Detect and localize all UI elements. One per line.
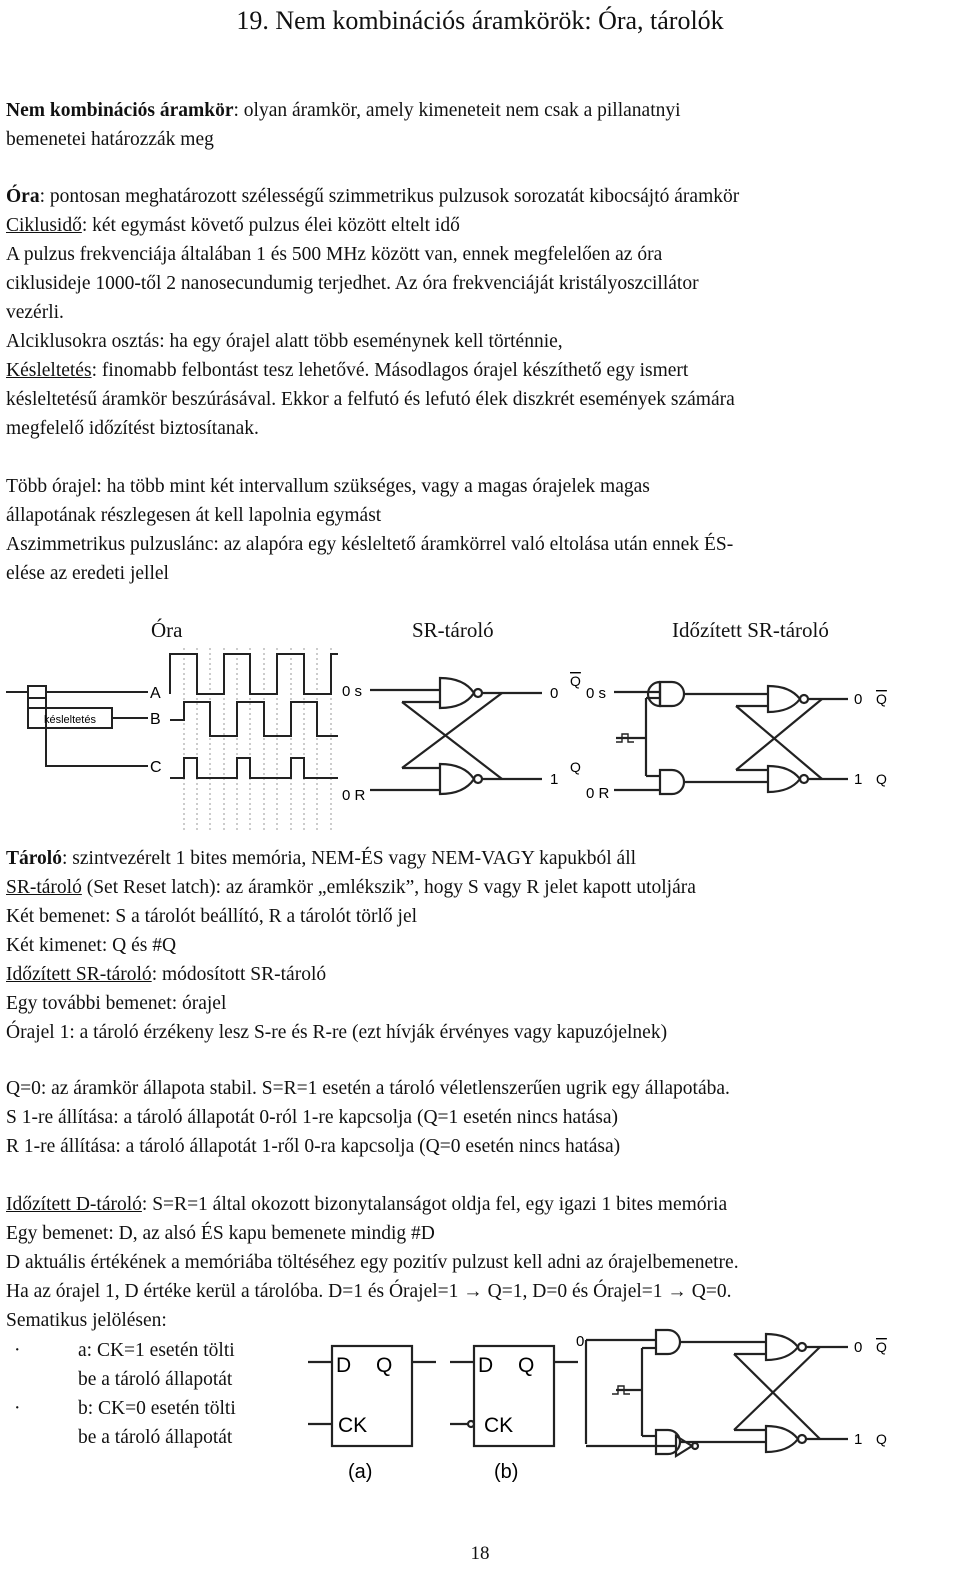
multi-line-1: Több órajel: ha több mint két intervallum szükséges, vagy a magas órajelek magas	[6, 476, 650, 497]
latch-line-2: (Set Reset latch): az áramkör „emlékszik”, hogy S vagy R jelet kapott utoljára	[81, 877, 696, 898]
sr-q-label: Q	[570, 759, 581, 775]
sr-output-bottom-value: 1	[550, 771, 559, 788]
term-sr-tarolo: SR-tároló	[6, 877, 82, 898]
symbol-a-caption: (a)	[348, 1461, 373, 1483]
timed-q-label: Q	[876, 771, 887, 787]
latch-line-5: : módosított SR-tároló	[151, 964, 327, 985]
symbol-b-ck: CK	[484, 1414, 514, 1437]
clock-line-6: Alciklusokra osztás: ha egy órajel alatt több eseménynek kell történnie,	[6, 331, 563, 352]
bullet-dot: ·	[14, 1340, 21, 1361]
caption-ora: Óra	[151, 618, 183, 642]
timed-nor-bottom	[768, 766, 800, 792]
list-item	[6, 1394, 296, 1452]
d-output-top-value: 0	[854, 1339, 863, 1356]
clock-line-9: megfelelő időzítést biztosítanak.	[6, 418, 259, 439]
clock-delay-diagram	[6, 646, 342, 830]
latch-line-7: Órajel 1: a tároló érzékeny lesz S-re és R-re (ezt hívják érvényes vagy kapuzójelnek)	[6, 1022, 668, 1043]
term-idozitett-sr: Időzített SR-tároló	[6, 964, 152, 985]
clock-line-5: vezérli.	[6, 302, 64, 323]
nor-gate-top	[440, 678, 474, 708]
latch-line-1: : szintvezérelt 1 bites memória, NEM-ÉS vagy NEM-VAGY kapukból áll	[61, 848, 637, 869]
term-ciklusido: Ciklusidő	[6, 215, 82, 236]
dlatch-line-4: Ha az órajel 1, D értéke kerül a tárolóba. D=1 és Órajel=1 → Q=1, D=0 és Órajel=1 → Q=0.	[6, 1281, 732, 1302]
clock-line-8: késleltetésű áramkör beszúrásával. Ekkor a felfutó és lefutó élek diszkrét események számára	[6, 389, 735, 410]
bullet-a-line-2: be a tároló állapotát	[78, 1369, 233, 1390]
clock-line-1: : pontosan meghatározott szélességű szimmetrikus pulzusok sorozatát kibocsájtó áramkör	[39, 186, 740, 207]
bullet-b-line-1: b: CK=0 esetén tölti	[78, 1398, 236, 1419]
bullet-b-line-2: be a tároló állapotát	[78, 1427, 233, 1448]
dlatch-line-2: Egy bemenet: D, az alsó ÉS kapu bemenete mindig #D	[6, 1223, 435, 1244]
caption-timed-sr: Időzített SR-tároló	[672, 618, 829, 642]
term-nem-kombinacios: Nem kombinációs áramkör	[6, 100, 234, 121]
sr-output-top-value: 0	[550, 685, 559, 702]
symbol-b-q: Q	[518, 1354, 535, 1377]
clock-line-3: A pulzus frekvenciája általában 1 és 500 MHz között van, ennek megfelelően az óra	[6, 244, 663, 265]
intro-paragraph	[6, 96, 952, 154]
symbol-a-q: Q	[376, 1354, 393, 1377]
d-nor-top	[766, 1334, 798, 1360]
term-tarolo: Tároló	[6, 848, 62, 869]
multi-line-2: állapotának részlegesen át kell lapolnia egymást	[6, 505, 382, 526]
timed-input-s: 0 s	[586, 685, 607, 702]
state-paragraph	[6, 1074, 952, 1161]
latch-paragraph	[6, 844, 952, 1047]
state-line-1: Q=0: az áramkör állapota stabil. S=R=1 esetén a tároló véletlenszerűen ugrik egy állapotába.	[6, 1078, 730, 1099]
multi-clock-paragraph	[6, 472, 952, 588]
and-gate-bottom	[660, 770, 684, 794]
term-kesleltetes: Késleltetés	[6, 360, 92, 381]
list-item	[6, 1336, 296, 1394]
latch-line-3: Két bemenet: S a tárolót beállító, R a tárolót törlő jel	[6, 906, 418, 927]
d-input-value: 0	[576, 1333, 585, 1350]
waveform-b	[170, 702, 338, 736]
and-gate-top	[660, 682, 684, 706]
clock-paragraph	[6, 182, 952, 443]
clock-line-2: : két egymást követő pulzus élei között eltelt idő	[81, 215, 460, 236]
d-output-bottom-value: 1	[854, 1431, 863, 1448]
signal-a-label: A	[150, 685, 161, 702]
symbol-a-d: D	[336, 1354, 352, 1377]
multi-line-4: elése az eredeti jellel	[6, 563, 169, 584]
latch-line-4: Két kimenet: Q és #Q	[6, 935, 177, 956]
delay-label: késleltetés	[44, 714, 96, 726]
sr-qbar-label: Q	[570, 673, 581, 689]
dlatch-line-3: D aktuális értékének a memóriába töltéséhez egy pozitív pulzust kell adni az órajelbemenetre.	[6, 1252, 739, 1273]
schematic-bullet-list	[6, 1336, 296, 1452]
bullet-a-line-1: a: CK=1 esetén tölti	[78, 1340, 235, 1361]
intro-text-1: : olyan áramkör, amely kimeneteit nem csak a pillanatnyi	[233, 100, 681, 121]
sr-latch-diagram	[342, 672, 582, 818]
intro-text-2: bemenetei határozzák meg	[6, 129, 214, 150]
timed-output-bottom-value: 1	[854, 771, 863, 788]
timed-sr-latch-diagram	[586, 678, 952, 820]
timed-nor-top	[768, 686, 800, 712]
signal-b-label: B	[150, 711, 161, 728]
dlatch-paragraph	[6, 1190, 952, 1335]
d-latch-symbols	[308, 1340, 578, 1486]
bullet-dot: ·	[14, 1398, 21, 1419]
sr-input-r: 0 R	[342, 787, 366, 804]
dlatch-line-5: Sematikus jelölésen:	[6, 1310, 167, 1331]
sr-input-s: 0 s	[342, 683, 363, 700]
multi-line-3: Aszimmetrikus pulzuslánc: az alapóra egy késleltető áramkörrel való eltolása után ennek ÉS-	[6, 534, 734, 555]
term-ora: Óra	[6, 186, 40, 207]
d-and-gate-top	[656, 1330, 680, 1354]
d-q-label: Q	[876, 1431, 887, 1447]
symbol-b-caption: (b)	[494, 1461, 519, 1483]
nor-gate-bottom	[440, 764, 474, 794]
timed-qbar-label: Q	[876, 691, 887, 707]
d-latch-gate-diagram	[576, 1326, 952, 1476]
dlatch-line-1: : S=R=1 által okozott bizonytalanságot oldja fel, egy igazi 1 bites memória	[141, 1194, 728, 1215]
signal-c-label: C	[150, 759, 162, 776]
timed-input-r: 0 R	[586, 785, 610, 802]
latch-line-6: Egy további bemenet: órajel	[6, 993, 227, 1014]
d-nor-bottom	[766, 1426, 798, 1452]
timed-output-top-value: 0	[854, 691, 863, 708]
waveform-c	[170, 758, 338, 778]
waveform-a	[170, 654, 338, 694]
clock-line-7: : finomabb felbontást tesz lehetővé. Másodlagos órajel készíthető egy ismert	[91, 360, 689, 381]
symbol-b-d: D	[478, 1354, 494, 1377]
page-title: 19. Nem kombinációs áramkörök: Óra, tárolók	[236, 6, 724, 35]
page-number: 18	[470, 1543, 490, 1564]
state-line-3: R 1-re állítása: a tároló állapotát 1-ről 0-ra kapcsolja (Q=0 esetén nincs hatása)	[6, 1136, 621, 1157]
d-qbar-label: Q	[876, 1339, 887, 1355]
symbol-a-ck: CK	[338, 1414, 368, 1437]
state-line-2: S 1-re állítása: a tároló állapotát 0-ról 1-re kapcsolja (Q=1 esetén nincs hatása)	[6, 1107, 619, 1128]
term-idozitett-d: Időzített D-tároló	[6, 1194, 142, 1215]
caption-sr: SR-tároló	[412, 618, 494, 642]
clock-line-4: ciklusideje 1000-től 2 nanosecundumig terjedhet. Az óra frekvenciáját kristályoszcillátor	[6, 273, 699, 294]
